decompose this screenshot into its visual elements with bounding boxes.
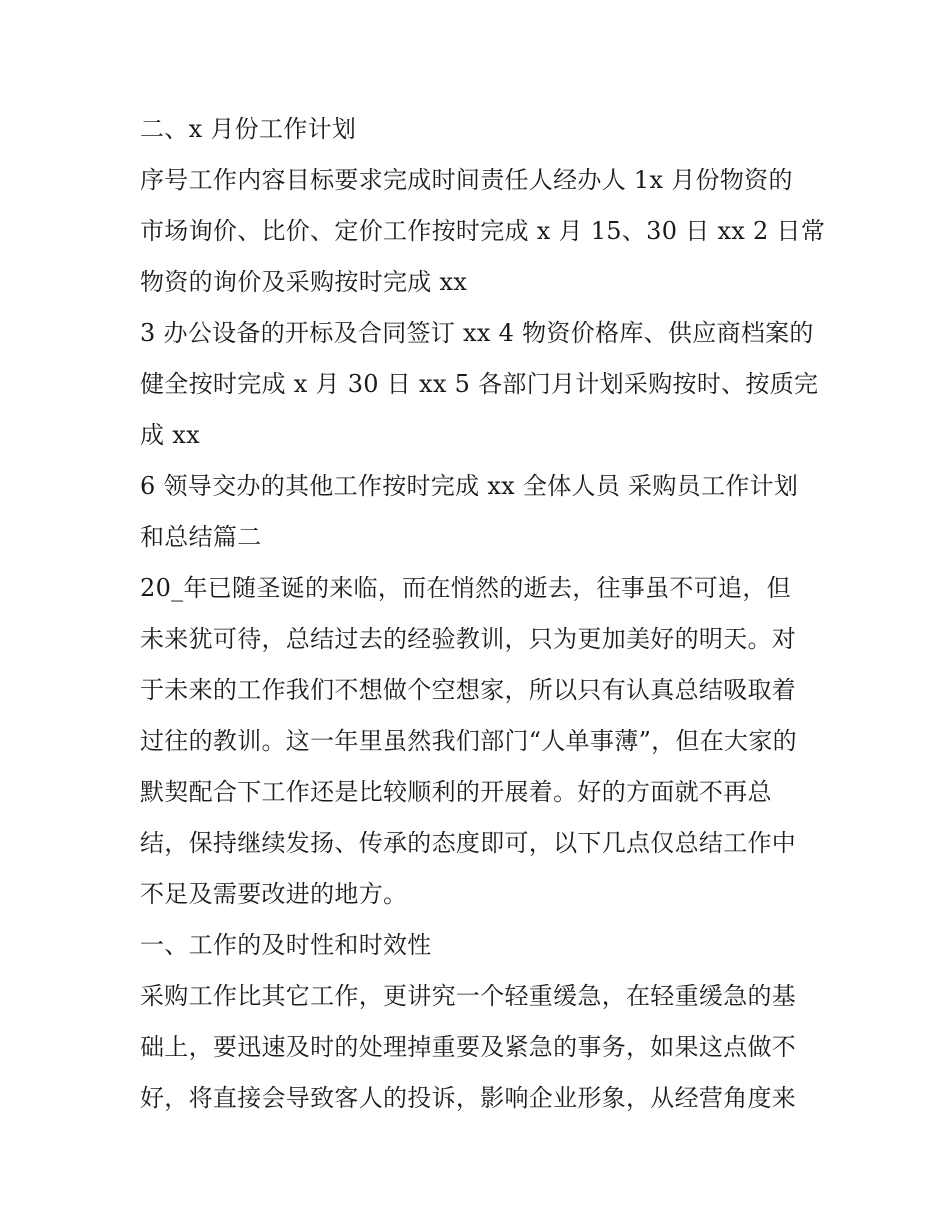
paragraph-line: 物资的询价及采购按时完成 xx [140, 268, 468, 296]
paragraph-line: 6 领导交办的其他工作按时完成 xx 全体人员 采购员工作计划 [140, 472, 799, 500]
paragraph-line: 默契配合下工作还是比较顺利的开展着。好的方面就不再总 [140, 778, 772, 806]
paragraph-line: 结，保持继续发扬、传承的态度即可，以下几点仅总结工作中 [140, 829, 797, 857]
paragraph-line: 采购工作比其它工作，更讲究一个轻重缓急，在轻重缓急的基 [140, 982, 797, 1010]
paragraph-line: 础上，要迅速及时的处理掉重要及紧急的事务，如果这点做不 [140, 1033, 797, 1061]
section-heading-timeliness: 一、工作的及时性和时效性 [140, 931, 432, 959]
paragraph-line: 好，将直接会导致客人的投诉，影响企业形象，从经营角度来 [140, 1084, 797, 1112]
paragraph-line: 市场询价、比价、定价工作按时完成 x 月 15、30 日 xx 2 日常 [140, 217, 826, 245]
paragraph-line: 成 xx [140, 421, 200, 449]
paragraph-line: 和总结篇二 [140, 523, 262, 551]
paragraph-line: 于未来的工作我们不想做个空想家，所以只有认真总结吸取着 [140, 676, 797, 704]
paragraph-line: 序号工作内容目标要求完成时间责任人经办人 1x 月份物资的 [140, 166, 793, 194]
paragraph-line: 健全按时完成 x 月 30 日 xx 5 各部门月计划采购按时、按质完 [140, 370, 819, 398]
paragraph-line: 未来犹可待，总结过去的经验教训，只为更加美好的明天。对 [140, 625, 797, 653]
paragraph-line: 20_年已随圣诞的来临，而在悄然的逝去，往事虽不可追，但 [140, 574, 791, 602]
paragraph-line: 不足及需要改进的地方。 [140, 880, 408, 908]
paragraph-line: 过往的教训。这一年里虽然我们部门“人单事薄”，但在大家的 [140, 727, 797, 755]
paragraph-line: 3 办公设备的开标及合同签订 xx 4 物资价格库、供应商档案的 [140, 319, 814, 347]
section-heading-monthly-plan: 二、x 月份工作计划 [140, 115, 357, 143]
